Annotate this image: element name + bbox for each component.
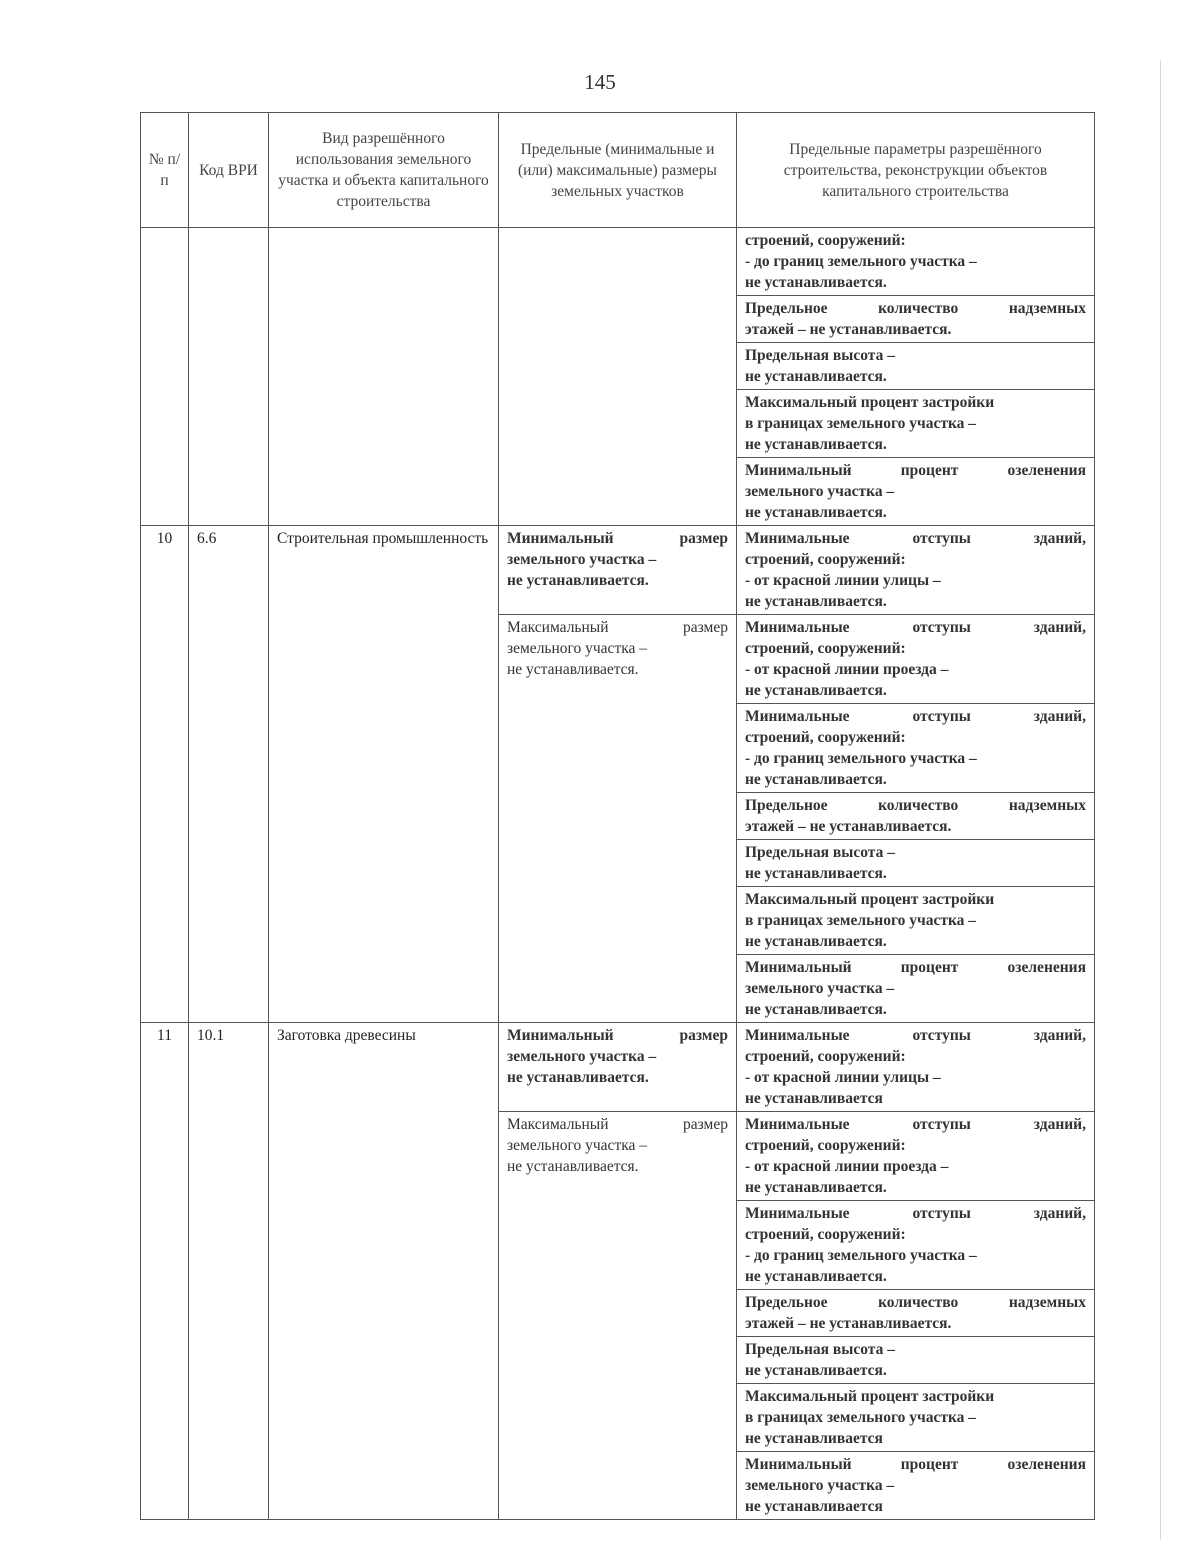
param-cell bbox=[737, 793, 1095, 840]
max-size-cell bbox=[499, 1112, 737, 1520]
continuation-empty-code bbox=[189, 228, 269, 526]
text-line: не устанавливается. bbox=[745, 274, 887, 291]
text-line: - от красной линии улицы – bbox=[745, 1069, 941, 1086]
text-line: Максимальный размер bbox=[507, 1116, 728, 1133]
param-cell bbox=[737, 458, 1095, 526]
continuation-empty-num bbox=[141, 228, 189, 526]
page-number: 145 bbox=[584, 70, 616, 94]
text-line: Минимальный процент озеленения bbox=[745, 1456, 1086, 1473]
text-line: - до границ земельного участка – bbox=[745, 750, 977, 767]
min-size-cell bbox=[499, 1023, 737, 1112]
text-line: строений, сооружений: bbox=[745, 232, 906, 249]
text-line: - от красной линии проезда – bbox=[745, 661, 949, 678]
text-line: земельного участка – bbox=[745, 483, 895, 500]
continuation-empty-size bbox=[499, 228, 737, 526]
param-cell bbox=[737, 840, 1095, 887]
text-line: в границах земельного участка – bbox=[745, 415, 977, 432]
param-cell bbox=[737, 955, 1095, 1023]
table-body bbox=[141, 228, 1095, 1520]
row-code: 10.1 bbox=[189, 1023, 269, 1520]
text-line: строений, сооружений: bbox=[745, 551, 906, 568]
text-line: Минимальные отступы зданий, bbox=[745, 530, 1086, 547]
param-cell bbox=[737, 887, 1095, 955]
text-line: не устанавливается. bbox=[745, 1001, 887, 1018]
text-line: не устанавливается. bbox=[745, 933, 887, 950]
text-line: земельного участка – bbox=[507, 551, 657, 568]
table-header-row bbox=[141, 113, 1095, 228]
param-cell bbox=[737, 1337, 1095, 1384]
text-line: Минимальные отступы зданий, bbox=[745, 1027, 1086, 1044]
text-line: Предельное количество надземных bbox=[745, 797, 1086, 814]
header-sizes: Предельные (минимальные и (или) максимальные) размеры земельных участков bbox=[499, 113, 737, 228]
param-cell bbox=[737, 343, 1095, 390]
text-line: Максимальный процент застройки bbox=[745, 1388, 995, 1405]
text-line: земельного участка – bbox=[745, 980, 895, 997]
text-line: строений, сооружений: bbox=[745, 729, 906, 746]
text-line: Максимальный процент застройки bbox=[745, 394, 995, 411]
text-line: не устанавливается bbox=[745, 1430, 883, 1447]
text-line: Минимальные отступы зданий, bbox=[745, 619, 1086, 636]
text-line: не устанавливается. bbox=[745, 1268, 887, 1285]
text-line: Предельное количество надземных bbox=[745, 300, 1086, 317]
text-line: Минимальные отступы зданий, bbox=[745, 708, 1086, 725]
text-line: не устанавливается. bbox=[507, 661, 639, 678]
text-line: не устанавливается. bbox=[745, 865, 887, 882]
param-cell bbox=[737, 1201, 1095, 1290]
text-line: не устанавливается bbox=[745, 1090, 883, 1107]
text-line: не устанавливается. bbox=[745, 436, 887, 453]
text-line: не устанавливается. bbox=[745, 1362, 887, 1379]
scan-edge-line bbox=[1160, 60, 1161, 1540]
text-line: не устанавливается bbox=[745, 1498, 883, 1515]
text-line: земельного участка – bbox=[507, 640, 648, 657]
max-size-cell bbox=[499, 615, 737, 1023]
land-use-table bbox=[140, 112, 1095, 1520]
text-line: - до границ земельного участка – bbox=[745, 253, 977, 270]
param-cell bbox=[737, 390, 1095, 458]
text-line: этажей – не устанавливается. bbox=[745, 1315, 952, 1332]
text-line: Минимальный размер bbox=[507, 530, 728, 547]
text-line: Максимальный размер bbox=[507, 619, 728, 636]
row-number: 11 bbox=[141, 1023, 189, 1520]
param-cell bbox=[737, 228, 1095, 296]
header-code: Код ВРИ bbox=[189, 113, 269, 228]
text-line: - от красной линии улицы – bbox=[745, 572, 941, 589]
table-row-continuation bbox=[141, 228, 1095, 296]
text-line: Предельная высота – bbox=[745, 844, 895, 861]
text-line: не устанавливается. bbox=[507, 1069, 649, 1086]
text-line: этажей – не устанавливается. bbox=[745, 321, 952, 338]
text-line: Минимальный процент озеленения bbox=[745, 959, 1086, 976]
table-row bbox=[141, 526, 1095, 615]
text-line: не устанавливается. bbox=[507, 572, 649, 589]
text-line: Предельная высота – bbox=[745, 1341, 895, 1358]
param-cell bbox=[737, 1452, 1095, 1520]
row-type: Строительная промышленность bbox=[269, 526, 499, 1023]
text-line: не устанавливается. bbox=[507, 1158, 639, 1175]
header-num: № п/п bbox=[141, 113, 189, 228]
text-line: Предельное количество надземных bbox=[745, 1294, 1086, 1311]
text-line: в границах земельного участка – bbox=[745, 1409, 977, 1426]
text-line: - до границ земельного участка – bbox=[745, 1247, 977, 1264]
text-line: - от красной линии проезда – bbox=[745, 1158, 949, 1175]
text-line: не устанавливается. bbox=[745, 771, 887, 788]
min-size-cell bbox=[499, 526, 737, 615]
text-line: земельного участка – bbox=[507, 1137, 648, 1154]
param-cell bbox=[737, 296, 1095, 343]
header-params: Предельные параметры разрешённого строительства, реконструкции объектов капитального строительства bbox=[737, 113, 1095, 228]
continuation-empty-type bbox=[269, 228, 499, 526]
text-line: не устанавливается. bbox=[745, 368, 887, 385]
text-line: строений, сооружений: bbox=[745, 640, 906, 657]
text-line: Минимальные отступы зданий, bbox=[745, 1116, 1086, 1133]
text-line: Минимальные отступы зданий, bbox=[745, 1205, 1086, 1222]
param-cell bbox=[737, 526, 1095, 615]
header-type: Вид разрешённого использования земельного участка и объекта капитального строительства bbox=[269, 113, 499, 228]
text-line: этажей – не устанавливается. bbox=[745, 818, 952, 835]
text-line: строений, сооружений: bbox=[745, 1137, 906, 1154]
text-line: не устанавливается. bbox=[745, 1179, 887, 1196]
text-line: Максимальный процент застройки bbox=[745, 891, 995, 908]
text-line: в границах земельного участка – bbox=[745, 912, 977, 929]
param-cell bbox=[737, 615, 1095, 704]
row-type: Заготовка древесины bbox=[269, 1023, 499, 1520]
text-line: не устанавливается. bbox=[745, 504, 887, 521]
param-cell bbox=[737, 704, 1095, 793]
text-line: Предельная высота – bbox=[745, 347, 895, 364]
param-cell bbox=[737, 1384, 1095, 1452]
param-cell bbox=[737, 1290, 1095, 1337]
text-line: земельного участка – bbox=[745, 1477, 895, 1494]
text-line: не устанавливается. bbox=[745, 593, 887, 610]
row-code: 6.6 bbox=[189, 526, 269, 1023]
text-line: земельного участка – bbox=[507, 1048, 657, 1065]
row-number: 10 bbox=[141, 526, 189, 1023]
text-line: Минимальный процент озеленения bbox=[745, 462, 1086, 479]
text-line: строений, сооружений: bbox=[745, 1048, 906, 1065]
text-line: не устанавливается. bbox=[745, 682, 887, 699]
text-line: строений, сооружений: bbox=[745, 1226, 906, 1243]
table-row bbox=[141, 1023, 1095, 1112]
text-line: Минимальный размер bbox=[507, 1027, 728, 1044]
param-cell bbox=[737, 1023, 1095, 1112]
param-cell bbox=[737, 1112, 1095, 1201]
